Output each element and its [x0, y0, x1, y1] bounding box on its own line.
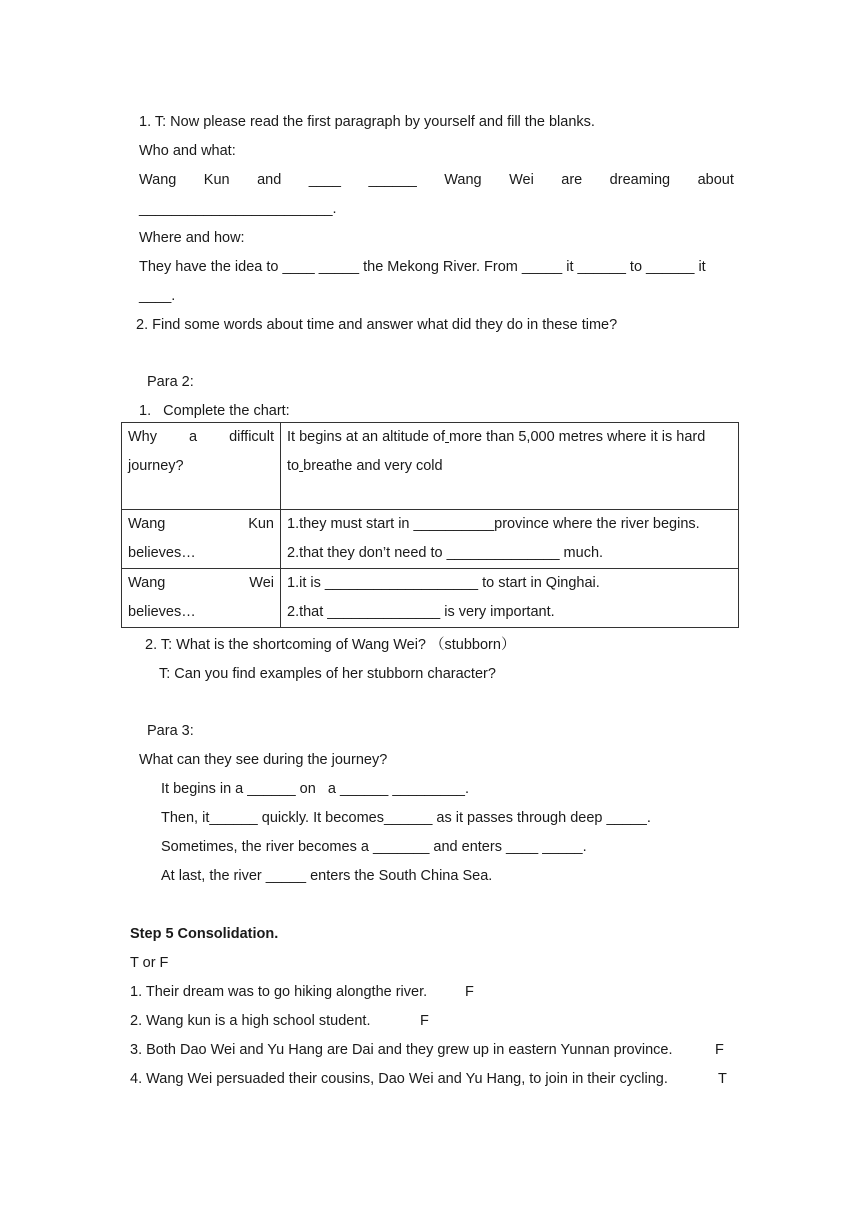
task-1-instruction: 1. T: Now please read the first paragraph by yourself and fill the blanks.: [139, 114, 595, 130]
para-3-heading: Para 3:: [147, 723, 194, 739]
true-false-label: T or F: [130, 955, 169, 971]
table-cell: 1.they must start in __________province where the river begins. 2.that they don’t need to ______________ much.: [281, 510, 739, 569]
word: Kun: [203, 172, 230, 188]
tf-answer: F: [715, 1042, 724, 1058]
word: are: [561, 172, 583, 188]
who-and-what-line: [139, 171, 734, 189]
shortcoming-question: 2. T: What is the shortcoming of Wang Wei? （stubborn）: [145, 637, 516, 653]
word: and: [257, 172, 282, 188]
table-row: [122, 569, 739, 628]
journey-question: What can they see during the journey?: [139, 752, 388, 768]
table-row: [122, 423, 739, 510]
tf-answer: F: [420, 1013, 429, 1029]
step-5-heading: Step 5 Consolidation.: [130, 926, 279, 942]
journey-line: Sometimes, the river becomes a _______ and enters ____ _____.: [161, 839, 587, 855]
tf-item: 1. Their dream was to go hiking alongthe river.: [130, 984, 428, 1000]
journey-line: At last, the river _____ enters the South China Sea.: [161, 868, 493, 884]
complete-chart-instruction: 1. Complete the chart:: [139, 403, 290, 419]
word: dreaming: [609, 172, 671, 188]
blank: ____: [308, 172, 341, 188]
table-cell: Why a difficult journey?: [122, 423, 281, 510]
tf-answer: F: [465, 984, 474, 1000]
table-row: [122, 510, 739, 569]
tf-item: 2. Wang kun is a high school student.: [130, 1013, 371, 1029]
journey-line: Then, it______ quickly. It becomes______ as it passes through deep _____.: [161, 810, 651, 826]
where-and-how-continuation: ____.: [139, 288, 176, 304]
who-and-what-label: Who and what:: [139, 143, 236, 159]
journey-line: It begins in a ______ on a ______ _________.: [161, 781, 469, 797]
who-and-what-continuation: ________________________.: [139, 201, 337, 217]
tf-item: 3. Both Dao Wei and Yu Hang are Dai and they grew up in eastern Yunnan province.: [130, 1042, 673, 1058]
table-cell: 1.it is ___________________ to start in Qinghai. 2.that ______________ is very important.: [281, 569, 739, 628]
para-2-heading: Para 2:: [147, 374, 194, 390]
word: about: [697, 172, 734, 188]
word: Wei: [509, 172, 534, 188]
table-cell: It begins at an altitude of more than 5,000 metres where it is hard to breathe and very cold: [281, 423, 739, 510]
where-and-how-line: They have the idea to ____ _____ the Mekong River. From _____ it ______ to ______ it: [139, 259, 706, 275]
task-2-question: 2. Find some words about time and answer what did they do in these time?: [136, 317, 618, 333]
blank: ______: [368, 172, 417, 188]
word: Wang: [139, 172, 177, 188]
table-cell: Wang Wei believes…: [122, 569, 281, 628]
tf-item: 4. Wang Wei persuaded their cousins, Dao Wei and Yu Hang, to join in their cycling.: [130, 1071, 668, 1087]
table-cell: Wang Kun believes…: [122, 510, 281, 569]
word: Wang: [444, 172, 482, 188]
stubborn-examples-question: T: Can you find examples of her stubborn character?: [159, 666, 496, 682]
where-and-how-label: Where and how:: [139, 230, 245, 246]
chart-table: [121, 422, 739, 628]
tf-answer: T: [718, 1071, 727, 1087]
